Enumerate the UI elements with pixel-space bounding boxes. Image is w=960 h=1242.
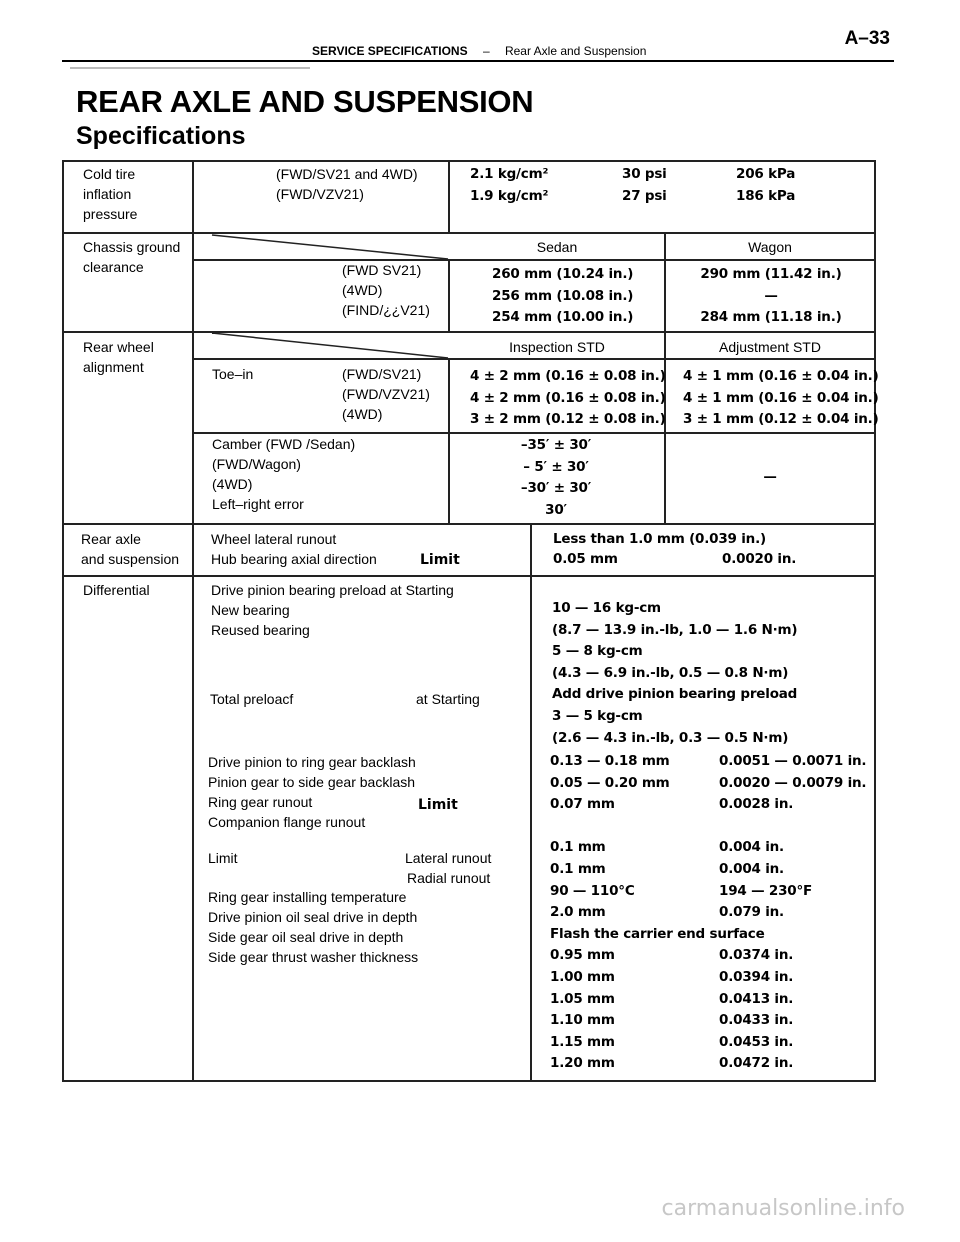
header-rule-shadow — [70, 67, 310, 69]
column-divider — [530, 575, 532, 1082]
value: 254 mm (10.00 in.) — [492, 309, 634, 326]
metric-value: 0.13 — 0.18 mm — [550, 753, 670, 769]
value: 290 mm (11.42 in.) — [700, 266, 842, 282]
value: (4.3 — 6.9 in.-lb, 0.5 — 0.8 N·m) — [552, 664, 789, 681]
label-line: Left–right error — [212, 496, 304, 512]
value: 10 — 16 kg-cm — [552, 600, 661, 616]
clearance-wagon-values — [676, 264, 866, 329]
column-divider — [530, 523, 532, 577]
row-divider — [62, 575, 876, 577]
value: 4 ± 1 mm (0.16 ± 0.04 in.) — [683, 389, 879, 406]
column-header-inspection: Inspection STD — [509, 339, 605, 355]
value: Less than 1.0 mm (0.039 in.) — [553, 531, 766, 547]
toe-adjustment-values — [683, 366, 879, 431]
condition-line: (FWD/SV21) — [342, 366, 422, 382]
value: 3 — 5 kg-cm — [552, 707, 643, 724]
diagonal-rule — [192, 331, 450, 361]
label-line: alignment — [83, 359, 144, 375]
label-line: and suspension — [81, 551, 180, 567]
column-divider — [448, 160, 450, 234]
label-line: Chassis ground — [83, 239, 181, 255]
metric-value: 1.15 mm — [550, 1033, 615, 1050]
imperial-value: 0.0472 in. — [719, 1055, 794, 1072]
value: 5 — 8 kg-cm — [552, 643, 643, 660]
value: 4 ± 2 mm (0.16 ± 0.08 in.) — [470, 389, 666, 406]
clearance-label — [83, 237, 180, 277]
imperial-value: 0.0453 in. — [719, 1033, 794, 1050]
limit-label: Limit — [208, 850, 238, 866]
toe-conditions — [342, 364, 430, 424]
metric-value: 2.0 mm — [550, 904, 606, 921]
header-section: SERVICE SPECIFICATIONS — [312, 44, 468, 58]
axle-items — [211, 529, 377, 569]
value: (8.7 — 13.9 in.-lb, 1.0 — 1.6 N·m) — [552, 621, 798, 638]
imperial-value — [719, 816, 866, 838]
imperial-value: 0.0394 in. — [719, 968, 794, 985]
value: 206 kPa — [736, 166, 796, 182]
row-divider — [62, 331, 876, 333]
column-header-wagon: Wagon — [748, 239, 792, 255]
item-line: Reused bearing — [211, 622, 310, 638]
imperial-value: 0.0020 — 0.0079 in. — [719, 774, 867, 791]
item-line: Pinion gear to side gear backlash — [208, 774, 416, 790]
row-divider — [62, 232, 876, 234]
item-line: Companion flange runout — [208, 814, 366, 830]
backlash-items — [208, 752, 416, 832]
label-line: Camber (FWD /Sedan) — [212, 436, 356, 452]
metric-value: 0.95 mm — [550, 947, 615, 964]
value: (2.6 — 4.3 in.-lb, 0.3 — 0.5 N·m) — [552, 729, 789, 746]
imperial-value: 0.0433 in. — [719, 1012, 794, 1029]
imperial-value — [719, 924, 866, 946]
value: 30′ — [545, 501, 567, 518]
condition-line: (FWD/VZV21) — [342, 386, 430, 402]
item-line: Side gear thrust washer thickness — [208, 949, 419, 965]
column-header-adjustment: Adjustment STD — [719, 339, 821, 355]
value: — — [764, 287, 778, 304]
header-rule — [62, 60, 894, 62]
toe-inspection-values — [470, 366, 666, 431]
condition-line: (FIND/¿¿V21) — [342, 302, 430, 318]
condition-line: (4WD) — [342, 282, 383, 298]
page-number: A–33 — [844, 28, 890, 49]
label-line: Rear axle — [81, 531, 141, 547]
tire-conditions — [276, 164, 418, 204]
imperial-value: 194 — 230°F — [719, 882, 813, 899]
imperial-value: 0.004 in. — [719, 860, 784, 877]
imperial-value: 0.0028 in. — [719, 796, 794, 813]
imperial-value: 0.0413 in. — [719, 990, 794, 1007]
total-preload-label: Total preloacf — [210, 691, 294, 707]
label-line: pressure — [83, 206, 138, 222]
item-line: Hub bearing axial direction — [211, 551, 377, 567]
item-line: Side gear oil seal drive in depth — [208, 929, 404, 945]
label-line: Rear wheel — [83, 339, 154, 355]
metric-value: 1.20 mm — [550, 1055, 615, 1072]
condition-line: (4WD) — [342, 406, 383, 422]
metric-value: 0.1 mm — [550, 860, 606, 877]
item-line: Radial runout — [407, 870, 491, 886]
value: –35′ ± 30′ — [520, 437, 592, 453]
value: 256 mm (10.08 in.) — [492, 287, 634, 304]
page-subtitle: Specifications — [76, 122, 246, 150]
value: 260 mm (10.24 in.) — [492, 266, 634, 282]
column-header-sedan: Sedan — [536, 239, 578, 255]
item-line: Ring gear installing temperature — [208, 889, 407, 905]
axle-value-inches: 0.0020 in. — [722, 551, 797, 567]
axle-label — [81, 529, 179, 569]
item-line: Wheel lateral runout — [211, 531, 337, 547]
alignment-label — [83, 337, 154, 377]
metric-value: 0.05 — 0.20 mm — [550, 774, 670, 791]
tire-kg-values — [470, 164, 548, 207]
label-line: inflation — [83, 186, 132, 202]
value: 284 mm (11.18 in.) — [700, 309, 842, 326]
header-separator: – — [482, 44, 490, 58]
item-line: Lateral runout — [405, 850, 492, 866]
value: 4 ± 2 mm (0.16 ± 0.08 in.) — [470, 368, 666, 384]
value: Add drive pinion bearing preload — [552, 686, 798, 703]
imperial-value: 0.0374 in. — [719, 947, 794, 964]
label-line: Cold tire — [83, 166, 136, 182]
item-line: New bearing — [211, 602, 290, 618]
item-line: Drive pinion bearing preload at Starting — [211, 582, 454, 598]
camber-labels — [212, 434, 355, 514]
label-line: (4WD) — [212, 476, 253, 492]
value: 0.05 mm — [553, 551, 618, 567]
condition-line: (FWD SV21) — [342, 262, 422, 278]
value: 30 psi — [622, 166, 667, 182]
differential-imperial-values — [719, 751, 866, 1075]
value: – 5′ ± 30′ — [523, 458, 589, 475]
clearance-conditions — [342, 260, 430, 320]
preload-values — [552, 598, 797, 749]
running-header — [312, 44, 646, 58]
metric-value: 1.05 mm — [550, 990, 615, 1007]
preload-items — [211, 580, 454, 640]
imperial-value: 0.079 in. — [719, 904, 784, 921]
value: 1.9 kg/cm² — [470, 187, 549, 204]
differential-label: Differential — [83, 582, 150, 598]
row-divider — [62, 523, 876, 525]
toe-in-label: Toe–in — [212, 366, 254, 382]
metric-value: 1.00 mm — [550, 968, 615, 985]
clearance-sedan-values — [492, 264, 633, 329]
imperial-value: 0.004 in. — [719, 839, 784, 856]
tire-psi-values — [622, 164, 667, 207]
label-line: clearance — [83, 259, 144, 275]
tire-pressure-label — [83, 164, 137, 224]
runout-types — [405, 848, 491, 888]
misc-items — [208, 887, 418, 967]
runout-limit-label: Limit — [418, 797, 458, 813]
value: 27 psi — [622, 187, 667, 204]
condition-line: (FWD/VZV21) — [276, 186, 364, 202]
axle-limit-label: Limit — [420, 552, 460, 568]
value: 3 ± 2 mm (0.12 ± 0.08 in.) — [470, 411, 666, 428]
label-line: (FWD/Wagon) — [212, 456, 301, 472]
imperial-value: 0.0051 — 0.0071 in. — [719, 753, 867, 769]
item-line: Drive pinion oil seal drive in depth — [208, 909, 418, 925]
value: 2.1 kg/cm² — [470, 166, 549, 182]
metric-value: 1.10 mm — [550, 1012, 615, 1029]
page-title: REAR AXLE AND SUSPENSION — [76, 84, 534, 119]
camber-inspection-values — [450, 435, 662, 521]
value: –30′ ± 30′ — [520, 480, 592, 497]
condition-line: (FWD/SV21 and 4WD) — [276, 166, 418, 182]
header-subsection: Rear Axle and Suspension — [504, 44, 647, 58]
at-starting-label: at Starting — [416, 691, 480, 707]
camber-adjustment-value: — — [763, 469, 777, 485]
value: 4 ± 1 mm (0.16 ± 0.04 in.) — [683, 368, 879, 384]
metric-value: 90 — 110°C — [550, 882, 635, 899]
item-line: Ring gear runout — [208, 794, 313, 810]
metric-value: Flash the carrier end surface — [550, 925, 765, 942]
value: 3 ± 1 mm (0.12 ± 0.04 in.) — [683, 411, 879, 428]
metric-value: 0.07 mm — [550, 796, 615, 813]
tire-kpa-values — [736, 164, 795, 207]
value: 186 kPa — [736, 187, 796, 204]
watermark: carmanualsonline.info — [661, 1196, 905, 1221]
item-line: Drive pinion to ring gear backlash — [208, 754, 416, 770]
metric-value: 0.1 mm — [550, 839, 606, 856]
